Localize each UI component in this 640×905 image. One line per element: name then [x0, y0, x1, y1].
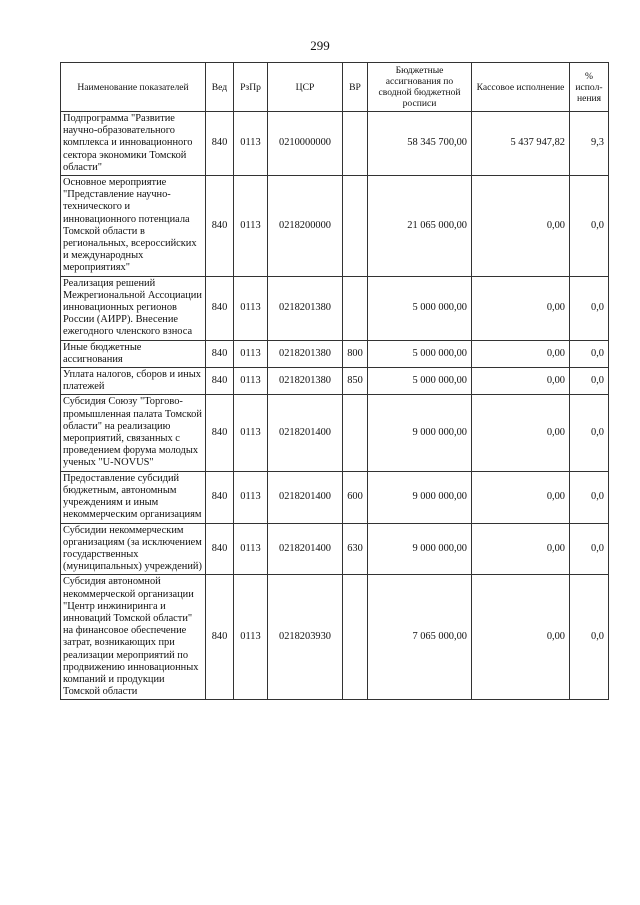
- row-ved: 840: [206, 112, 234, 176]
- row-budget: 5 000 000,00: [368, 368, 472, 395]
- row-rzpr: 0113: [234, 575, 268, 700]
- row-vr: [343, 112, 368, 176]
- row-rzpr: 0113: [234, 523, 268, 575]
- row-name: Уплата налогов, сборов и иных платежей: [61, 368, 206, 395]
- row-kass: 0,00: [472, 471, 570, 523]
- table-row: [61, 575, 609, 700]
- row-pct: 0,0: [570, 368, 609, 395]
- header-csr: ЦСР: [268, 63, 343, 112]
- header-name: Наименование показателей: [61, 63, 206, 112]
- table-row: [61, 112, 609, 176]
- row-vr: [343, 395, 368, 471]
- row-kass: 0,00: [472, 276, 570, 340]
- row-csr: 0218201400: [268, 471, 343, 523]
- row-budget: 5 000 000,00: [368, 340, 472, 367]
- table-row: [61, 340, 609, 367]
- row-ved: 840: [206, 340, 234, 367]
- row-ved: 840: [206, 176, 234, 277]
- row-pct: 0,0: [570, 176, 609, 277]
- row-vr: [343, 575, 368, 700]
- row-name: Субсидия Союзу "Торгово-промышленная палата Томской области" на реализацию мероприятий, связанных с проведением форума молодых ученых "U-NOVUS": [61, 395, 206, 471]
- row-kass: 0,00: [472, 340, 570, 367]
- header-kass: Кассовое исполнение: [472, 63, 570, 112]
- row-csr: 0218201380: [268, 340, 343, 367]
- row-vr: 630: [343, 523, 368, 575]
- row-csr: 0218201380: [268, 276, 343, 340]
- table-row: [61, 395, 609, 471]
- row-budget: 9 000 000,00: [368, 471, 472, 523]
- row-budget: 58 345 700,00: [368, 112, 472, 176]
- row-ved: 840: [206, 575, 234, 700]
- page-number: 299: [310, 38, 330, 53]
- row-kass: 0,00: [472, 575, 570, 700]
- header-rzpr: РзПр: [234, 63, 268, 112]
- row-csr: 0218201400: [268, 523, 343, 575]
- budget-table: [60, 62, 609, 700]
- row-ved: 840: [206, 368, 234, 395]
- header-ved: Вед: [206, 63, 234, 112]
- table-row: [61, 471, 609, 523]
- row-pct: 0,0: [570, 523, 609, 575]
- row-pct: 0,0: [570, 575, 609, 700]
- row-vr: [343, 276, 368, 340]
- row-vr: [343, 176, 368, 277]
- row-rzpr: 0113: [234, 176, 268, 277]
- row-kass: 0,00: [472, 395, 570, 471]
- row-name: Субсидия автономной некоммерческой организации "Центр инжиниринга и инноваций Томской области" на финансовое обеспечение затрат, возникающих при реализации мероприятий по продвижению инновационных компаний и продукции Томской области: [61, 575, 206, 700]
- row-rzpr: 0113: [234, 276, 268, 340]
- row-vr: 850: [343, 368, 368, 395]
- row-pct: 9,3: [570, 112, 609, 176]
- row-csr: 0218203930: [268, 575, 343, 700]
- row-name: Реализация решений Межрегиональной Ассоциации инновационных регионов России (АИРР). Внесение ежегодного членского взноса: [61, 276, 206, 340]
- row-ved: 840: [206, 471, 234, 523]
- row-pct: 0,0: [570, 471, 609, 523]
- header-vr: ВР: [343, 63, 368, 112]
- row-budget: 21 065 000,00: [368, 176, 472, 277]
- row-pct: 0,0: [570, 276, 609, 340]
- row-ved: 840: [206, 395, 234, 471]
- row-vr: 600: [343, 471, 368, 523]
- row-name: Иные бюджетные ассигнования: [61, 340, 206, 367]
- row-rzpr: 0113: [234, 395, 268, 471]
- row-budget: 7 065 000,00: [368, 575, 472, 700]
- row-kass: 5 437 947,82: [472, 112, 570, 176]
- row-csr: 0218200000: [268, 176, 343, 277]
- row-budget: 9 000 000,00: [368, 523, 472, 575]
- row-name: Основное мероприятие "Представление научно-технического и инновационного потенциала Томской области в региональных, всероссийских и международных мероприятиях": [61, 176, 206, 277]
- row-csr: 0218201400: [268, 395, 343, 471]
- row-kass: 0,00: [472, 523, 570, 575]
- header-pct: % испол-нения: [570, 63, 609, 112]
- row-kass: 0,00: [472, 176, 570, 277]
- row-rzpr: 0113: [234, 471, 268, 523]
- row-pct: 0,0: [570, 340, 609, 367]
- row-ved: 840: [206, 276, 234, 340]
- row-ved: 840: [206, 523, 234, 575]
- header-row: [61, 63, 609, 112]
- row-csr: 0210000000: [268, 112, 343, 176]
- row-rzpr: 0113: [234, 368, 268, 395]
- table-row: [61, 276, 609, 340]
- row-rzpr: 0113: [234, 340, 268, 367]
- row-budget: 9 000 000,00: [368, 395, 472, 471]
- row-name: Предоставление субсидий бюджетным, автономным учреждениям и иным некоммерческим организациям: [61, 471, 206, 523]
- row-budget: 5 000 000,00: [368, 276, 472, 340]
- row-name: Подпрограмма "Развитие научно-образовательного комплекса и инновационного сектора экономики Томской области": [61, 112, 206, 176]
- row-pct: 0,0: [570, 395, 609, 471]
- header-budget: Бюджетные ассигнования по сводной бюджетной росписи: [368, 63, 472, 112]
- table-row: [61, 368, 609, 395]
- row-vr: 800: [343, 340, 368, 367]
- row-name: Субсидии некоммерческим организациям (за исключением государственных (муниципальных) учреждений): [61, 523, 206, 575]
- row-rzpr: 0113: [234, 112, 268, 176]
- row-kass: 0,00: [472, 368, 570, 395]
- table-row: [61, 523, 609, 575]
- table-row: [61, 176, 609, 277]
- row-csr: 0218201380: [268, 368, 343, 395]
